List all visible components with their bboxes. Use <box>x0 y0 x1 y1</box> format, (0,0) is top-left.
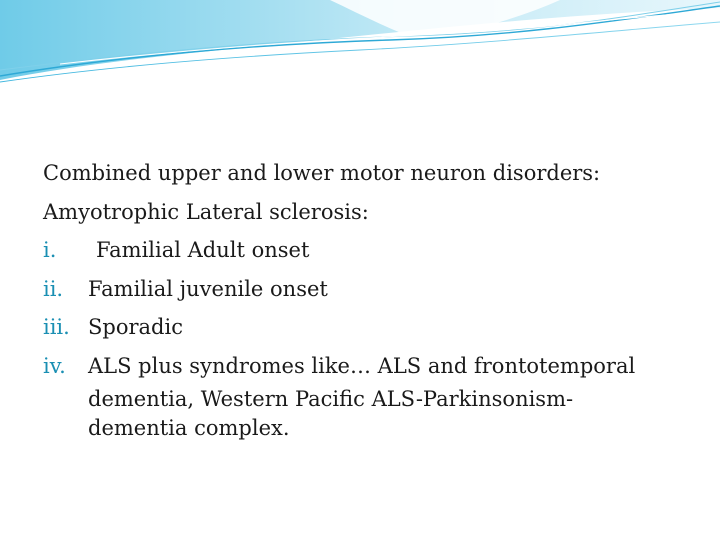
slide-body <box>43 154 693 443</box>
heading-line-2: Amyotrophic Lateral sclerosis: <box>43 199 369 224</box>
decorative-wave-banner <box>0 0 720 90</box>
list-marker: i. <box>43 238 57 262</box>
list-item-text: Familial juvenile onset <box>88 276 328 301</box>
heading-line-1: Combined upper and lower motor neuron disorders: <box>43 161 601 185</box>
list-item <box>43 270 693 309</box>
list-marker: iv. <box>43 353 66 378</box>
list-marker: iii. <box>43 315 70 339</box>
list-item-text: Sporadic <box>88 315 183 339</box>
list-item <box>43 231 693 270</box>
list-item <box>43 308 693 347</box>
list-item-text <box>88 347 693 444</box>
list-item <box>43 347 693 444</box>
list-marker: ii. <box>43 276 64 301</box>
list-item-text: Familial Adult onset <box>96 238 310 262</box>
list-item-text-line-3: dementia complex. <box>88 416 290 440</box>
list-item-text-line-1: ALS plus syndromes like… ALS and frontotemporal <box>88 353 636 378</box>
list-item-text-line-2: dementia, Western Pacific ALS-Parkinsonism- <box>88 387 574 411</box>
